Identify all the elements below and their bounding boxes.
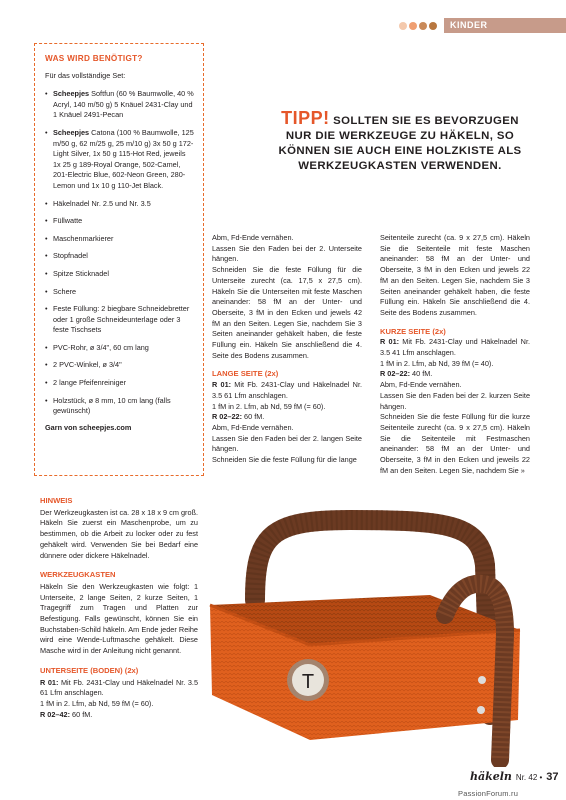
materials-item: • Maschenmarkierer bbox=[45, 234, 195, 245]
col3-paragraph: Schneiden Sie die feste Füllung für die kurze Seitenteile zurecht (ca. 9 x 27,5 cm). Häkeln Sie die Seitenteile mit Festmaschen aneinander: 58 fM an der Unter- und Oberseite, 3 fM in den Ecken und jeweils 22 fM an den Seiten. Legen Sie, nachdem Sie » bbox=[380, 412, 530, 475]
materials-item: • Häkelnadel Nr. 2.5 und Nr. 3.5 bbox=[45, 199, 195, 210]
tip-line-3: KÖNNEN SIE AUCH EINE HOLZKISTE ALS bbox=[278, 145, 522, 157]
watermark: PassionForum.ru bbox=[458, 789, 519, 798]
kurze-seite-heading: KURZE SEITE (2x) bbox=[380, 326, 446, 336]
col2-paragraph: Lassen Sie den Faden bei der 2. Unterseite hängen. bbox=[212, 243, 362, 264]
header-dot bbox=[429, 22, 437, 30]
page-footer bbox=[470, 770, 559, 783]
unterseite-r01: R 01: Mit Fb. 2431-Clay und Häkelnadel Nr. 3.5 61 Lfm anschlagen. bbox=[40, 677, 199, 698]
materials-item: • Scheepjes Softfun (60 % Baumwolle, 40 % Acryl, 140 m/50 g) 5 Knäuel 2431-Clay und 1 Knäuel 2491-Pecan bbox=[45, 89, 195, 121]
materials-item: • Holzstück, ø 8 mm, 10 cm lang (falls gewünscht) bbox=[45, 396, 195, 417]
col2-paragraph: Abm, Fd-Ende vernähen. bbox=[212, 422, 294, 432]
text-column-2 bbox=[212, 233, 362, 466]
materials-item: • PVC-Rohr, ø 3/4", 60 cm lang bbox=[45, 343, 195, 354]
tip-line-1: TIPP! SOLLTEN SIE ES BEVORZUGEN bbox=[281, 108, 519, 128]
hinweis-text: Der Werkzeugkasten ist ca. 28 x 18 x 9 cm groß. Häkeln Sie zuerst ein Maschenprobe, um zu bestimmen, ob die Arbeit zu locker oder zu fest gehäkelt wird. Verwenden Sie bei Bedarf eine dünnere oder dickere Häkelnadel. bbox=[40, 507, 198, 560]
col2-paragraph: Abm, Fd-Ende vernähen. bbox=[212, 233, 294, 242]
col2-paragraph: Schneiden Sie die feste Füllung für die lange bbox=[212, 455, 357, 465]
materials-item: • Schere bbox=[45, 287, 195, 298]
header-dot bbox=[399, 22, 407, 30]
magazine-logo: häkeln bbox=[470, 770, 512, 783]
page-number: 37 bbox=[546, 771, 559, 783]
materials-box bbox=[34, 43, 204, 476]
lange-r01: R 01: Mit Fb. 2431-Clay und Häkelnadel Nr. 3.5 61 Lfm anschlagen. bbox=[212, 380, 363, 400]
materials-item: • Feste Füllung: 2 biegbare Schneidebretter oder 1 große Schneideunterlage oder 3 feste Tischsets bbox=[45, 304, 195, 336]
header-dot bbox=[419, 22, 427, 30]
unterseite-r02-42: R 02–42: 60 fM. bbox=[40, 709, 93, 719]
tip-line-2: NUR DIE WERKZEUGE ZU HÄKELN, SO bbox=[285, 130, 515, 142]
kurze-r01: R 01: Mit Fb. 2431-Clay und Häkelnadel Nr. 3.5 41 Lfm anschlagen. bbox=[380, 337, 531, 358]
issue-number: Nr. 42 • bbox=[515, 773, 543, 782]
tip-line-4: WERKZEUGKASTEN VERWENDEN. bbox=[298, 160, 502, 172]
lange-r01-line2: 1 fM in 2. Lfm, ab Nd, 59 fM (= 60). bbox=[212, 401, 326, 411]
unterseite-heading: UNTERSEITE (BODEN) (2x) bbox=[40, 665, 139, 675]
col3-paragraph: Seitenteile zurecht (ca. 9 x 27,5 cm). Häkeln Sie die Seitenteile mit feste Maschen aneinander: 58 fM an der Unter- und Oberseite, 3 fM in den Ecken und jewels 22 fM an den Seiten. Legen Sie, nachdem Sie 3 Seiten aneinander gehäkelt haben, die feste Füllung ein. Häkeln Sie anschließend die 4. Seite des Bodens zusammen. bbox=[380, 233, 530, 317]
lange-r02-22: R 02–22: 60 fM. bbox=[212, 412, 265, 422]
col2-paragraph: Lassen Sie den Faden bei der 2. langen Seite hängen. bbox=[212, 433, 362, 454]
materials-item: • Spitze Sticknadel bbox=[45, 269, 195, 280]
werkzeugkasten-heading: WERKZEUGKASTEN bbox=[40, 570, 116, 580]
header-dot bbox=[409, 22, 417, 30]
materials-item: • Füllwatte bbox=[45, 216, 195, 227]
tip-box bbox=[254, 108, 546, 174]
materials-title: WAS WIRD BENÖTIGT? bbox=[45, 54, 143, 63]
materials-list bbox=[45, 89, 203, 417]
col3-paragraph: Abm, Fd-Ende vernähen. bbox=[380, 380, 462, 390]
crochet-basket-image bbox=[200, 505, 530, 767]
materials-intro: Für das vollständige Set: bbox=[45, 70, 126, 80]
materials-item: • 2 lange Pfeifenreiniger bbox=[45, 378, 195, 389]
materials-garn-link: Garn von scheepjes.com bbox=[45, 422, 132, 432]
lange-seite-heading: LANGE SEITE (2x) bbox=[212, 369, 279, 379]
unterseite-r01-line2: 1 fM in 2. Lfm, ab Nd, 59 fM (= 60). bbox=[40, 698, 154, 708]
kurze-r02-22: R 02–22: 40 fM. bbox=[380, 369, 433, 379]
section-header bbox=[399, 18, 566, 33]
badge-letter: T bbox=[301, 671, 315, 693]
hinweis-heading: HINWEIS bbox=[40, 496, 73, 505]
col2-paragraph: Schneiden Sie die feste Füllung für die Unterseite zurecht (ca. 17,5 x 27,5 cm). Häkeln Sie die Unterseiten mit feste Maschen aneinander: 58 fM an der Unter- und Oberseite, 3 fM in den Ecken und jewels 42 fM an den Seiten. Legen Sie, nachdem Sie 3 Seiten aneinander gehäkelt haben, die feste Füllung ein. Häkeln Sie anschließend die 4. Seite des Bodens zusammen. bbox=[212, 265, 362, 360]
materials-item: • Stopfnadel bbox=[45, 251, 195, 262]
materials-item: • 2 PVC-Winkel, ø 3/4" bbox=[45, 360, 195, 371]
kurze-r01-line2: 1 fM in 2. Lfm, ab Nd, 39 fM (= 40). bbox=[380, 358, 494, 368]
section-label: KINDER bbox=[444, 18, 566, 33]
werkzeugkasten-text: Häkeln Sie den Werkzeugkasten wie folgt: 1 Unterseite, 2 lange Seiten, 2 kurze Seiten, 1 Tragegriff zum Tragen und Platten zur Befestigung. Falls gewünscht, können Sie ein Buchstaben-Schild häkeln. Am Ende jeder Reihe wird eine Wende-Luftmasche gehäkelt. Diese Masche wird in der Anleitung nicht genannt. bbox=[40, 581, 198, 656]
materials-item: • Scheepjes Catona (100 % Baumwolle, 125 m/50 g, 62 m/25 g, 25 m/10 g) 3x 50 g 172-Light Silver, 1x 50 g 115-Hot Red, jeweils 1x 25 g 189-Royal Orange, 502-Camel, 201-Electric Blue, 602-Neon Green, 280-Lemon und 1x 10 g 110-Jet Black. bbox=[45, 128, 195, 192]
col3-paragraph: Lassen Sie den Faden bei der 2. kurzen Seite hängen. bbox=[380, 390, 530, 411]
text-column-3 bbox=[380, 233, 530, 476]
tip-label: TIPP! bbox=[281, 108, 330, 128]
left-column bbox=[40, 496, 198, 720]
